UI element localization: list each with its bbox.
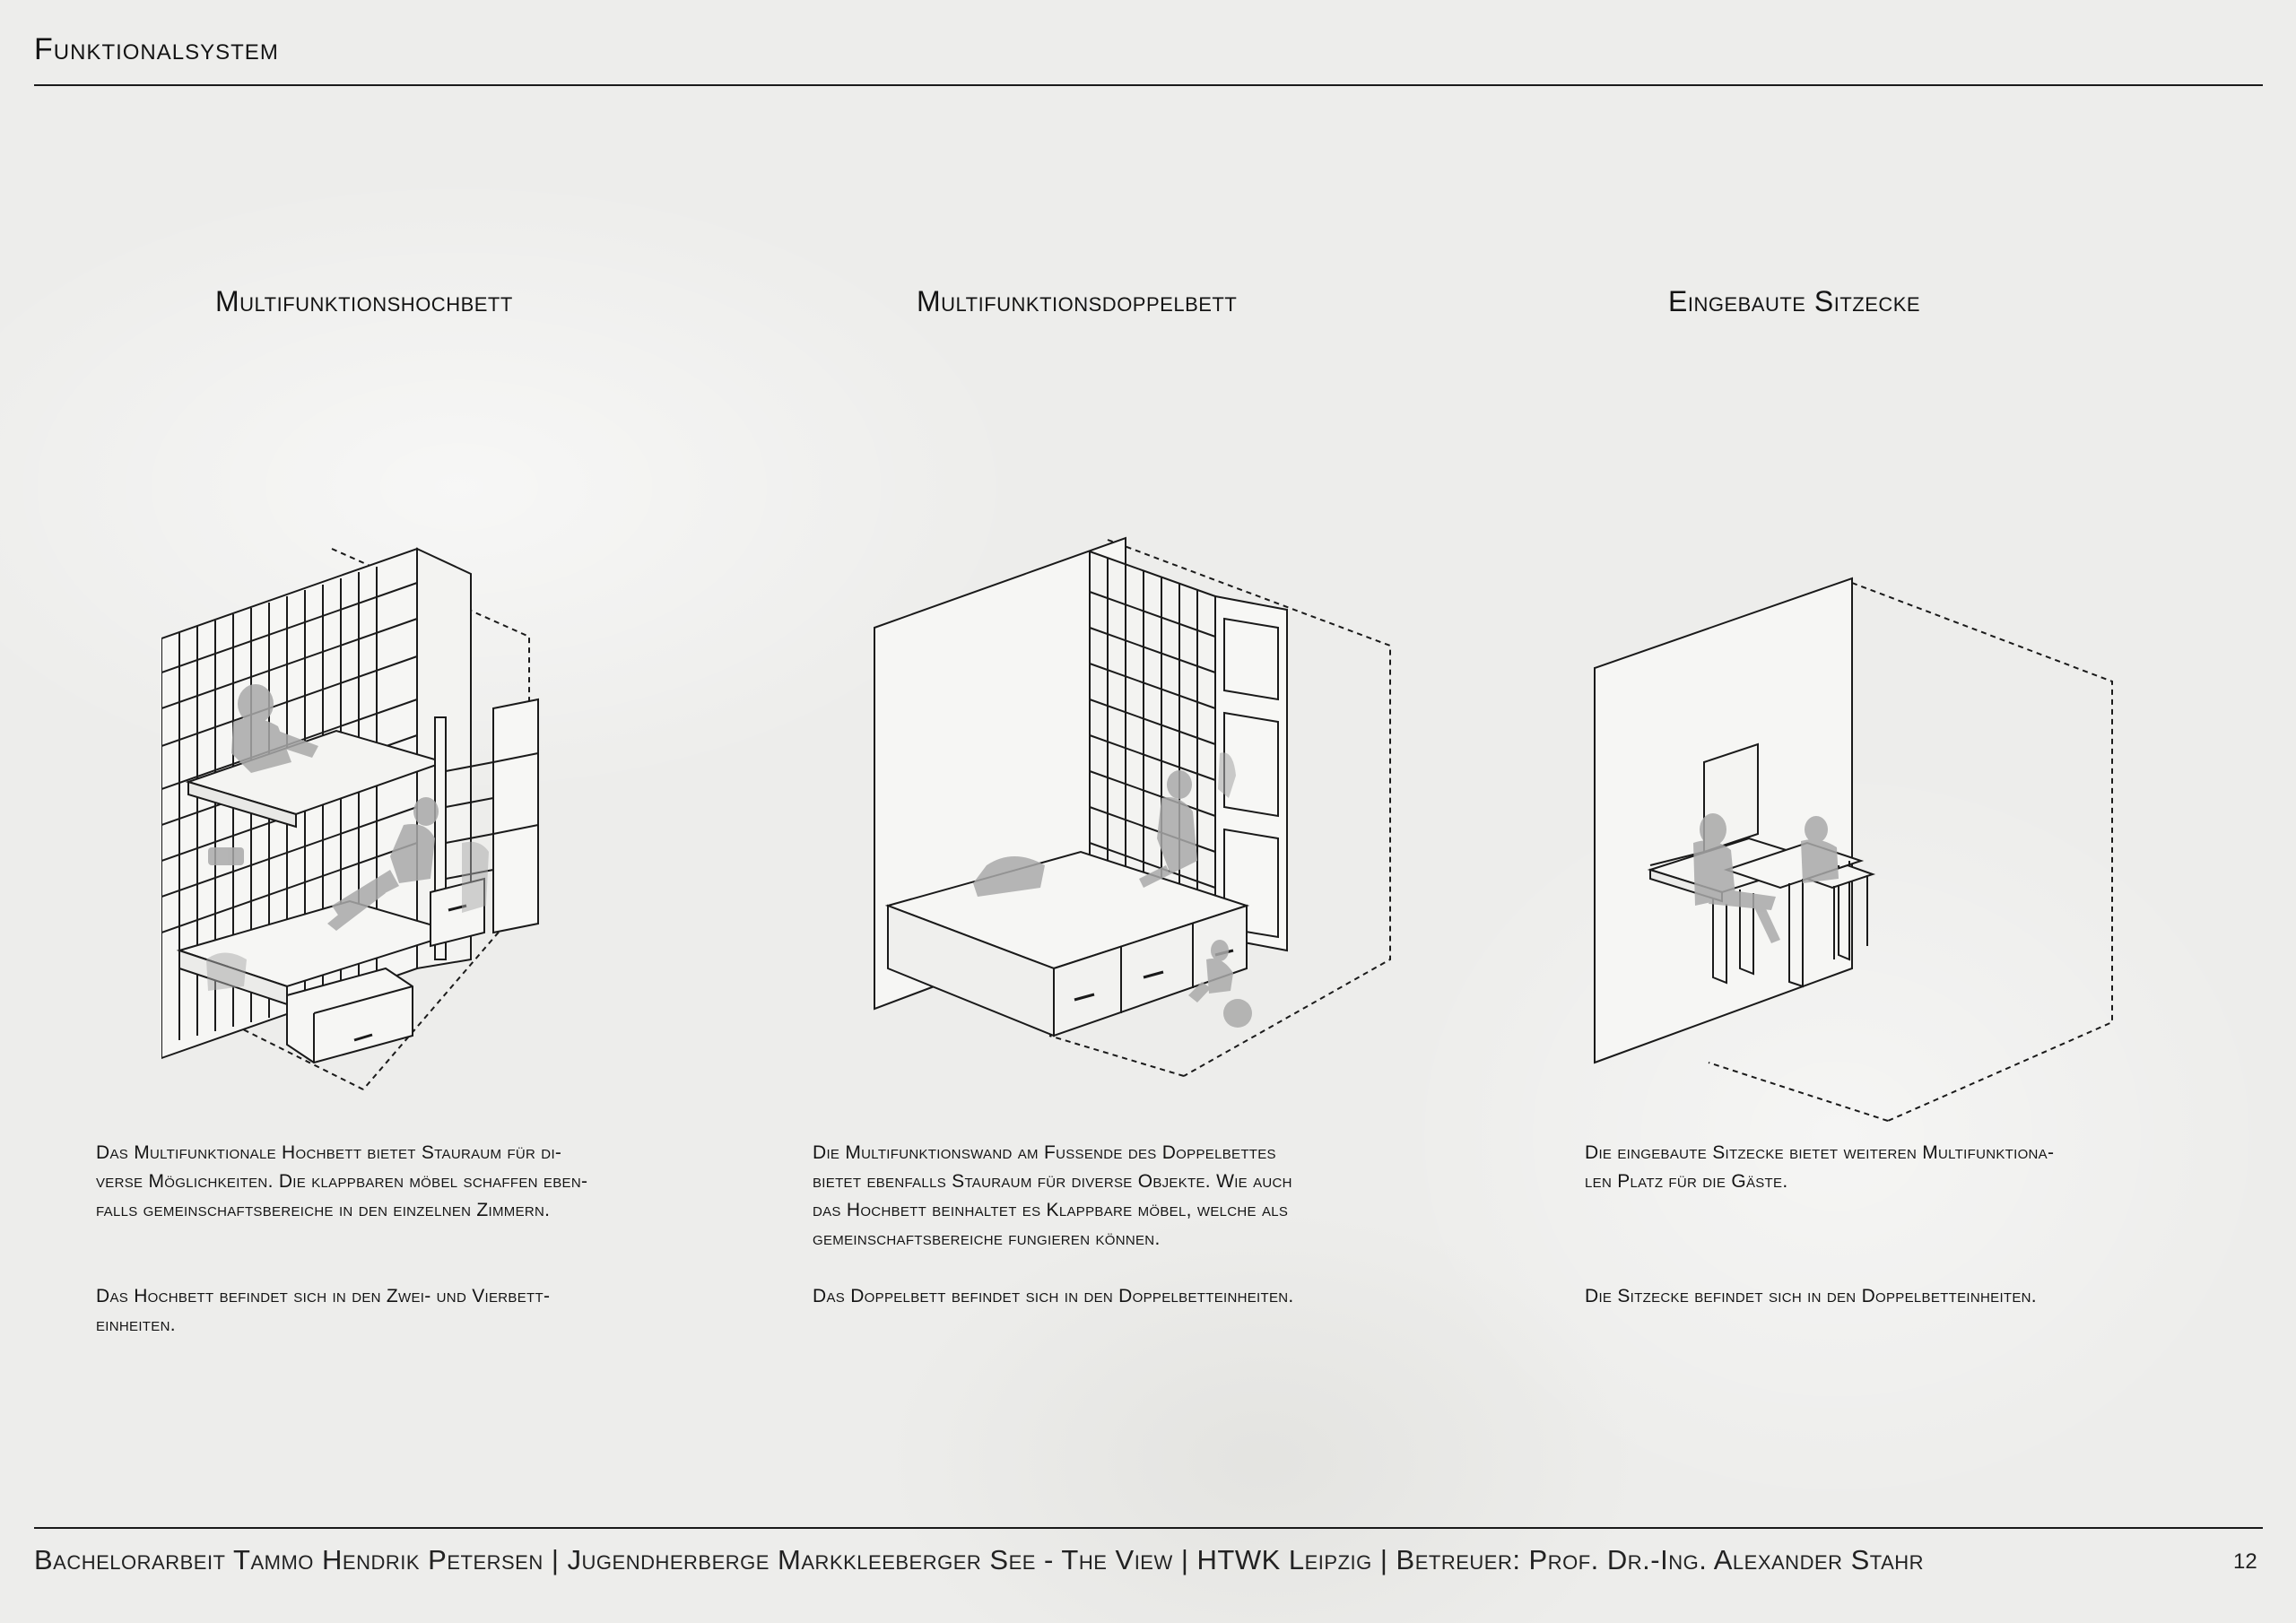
- page-title: Funktionalsystem: [34, 32, 279, 66]
- footer-rule: [34, 1527, 2263, 1529]
- header-rule: [34, 84, 2263, 86]
- desc-sitzecke-2: Die Sitzecke befindet sich in den Doppelbetteinheiten.: [1585, 1286, 2037, 1306]
- desc-doppelbett-1: Die Multifunktionswand am Fussende des Doppelbettes bietet ebenfalls Stauraum für diverse Objekte. Wie auch das Hochbett beinhaltet es Klappbare möbel, welche als gemeinschaftsbereiche fungieren können.: [813, 1142, 1292, 1249]
- page-number: 12: [2233, 1549, 2257, 1574]
- title-hochbett: Multifunktionshochbett: [215, 285, 513, 317]
- drawing-sitzecke: [1587, 574, 2126, 1130]
- title-doppelbett: Multifunktionsdoppelbett: [917, 285, 1238, 317]
- desc-hochbett-2: Das Hochbett befindet sich in den Zwei- und Vierbett- einheiten.: [96, 1286, 551, 1335]
- footer-credits: Bachelorarbeit Tammo Hendrik Petersen | Jugendherberge Markkleeberger See - The View | HTWK Leipzig | Betreuer: Prof. Dr.-Ing. Alexander Stahr: [34, 1544, 1925, 1575]
- room-outline-dashed: [1852, 583, 2112, 1121]
- desc-doppelbett-2: Das Doppelbett befindet sich in den Doppelbetteinheiten.: [813, 1286, 1294, 1306]
- title-sitzecke: Eingebaute Sitzecke: [1668, 285, 1921, 317]
- desc-hochbett-1: Das Multifunktionale Hochbett bietet Stauraum für di- verse Möglichkeiten. Die klappbaren möbel schaffen eben- falls gemeinschaftsbereiche in den einzelnen Zimmern.: [96, 1142, 588, 1220]
- desc-sitzecke-1: Die eingebaute Sitzecke bietet weiteren Multifunktiona- len Platz für die Gäste.: [1585, 1142, 2055, 1192]
- drawing-doppelbett: [870, 529, 1408, 1094]
- drawing-hochbett: [161, 538, 700, 1094]
